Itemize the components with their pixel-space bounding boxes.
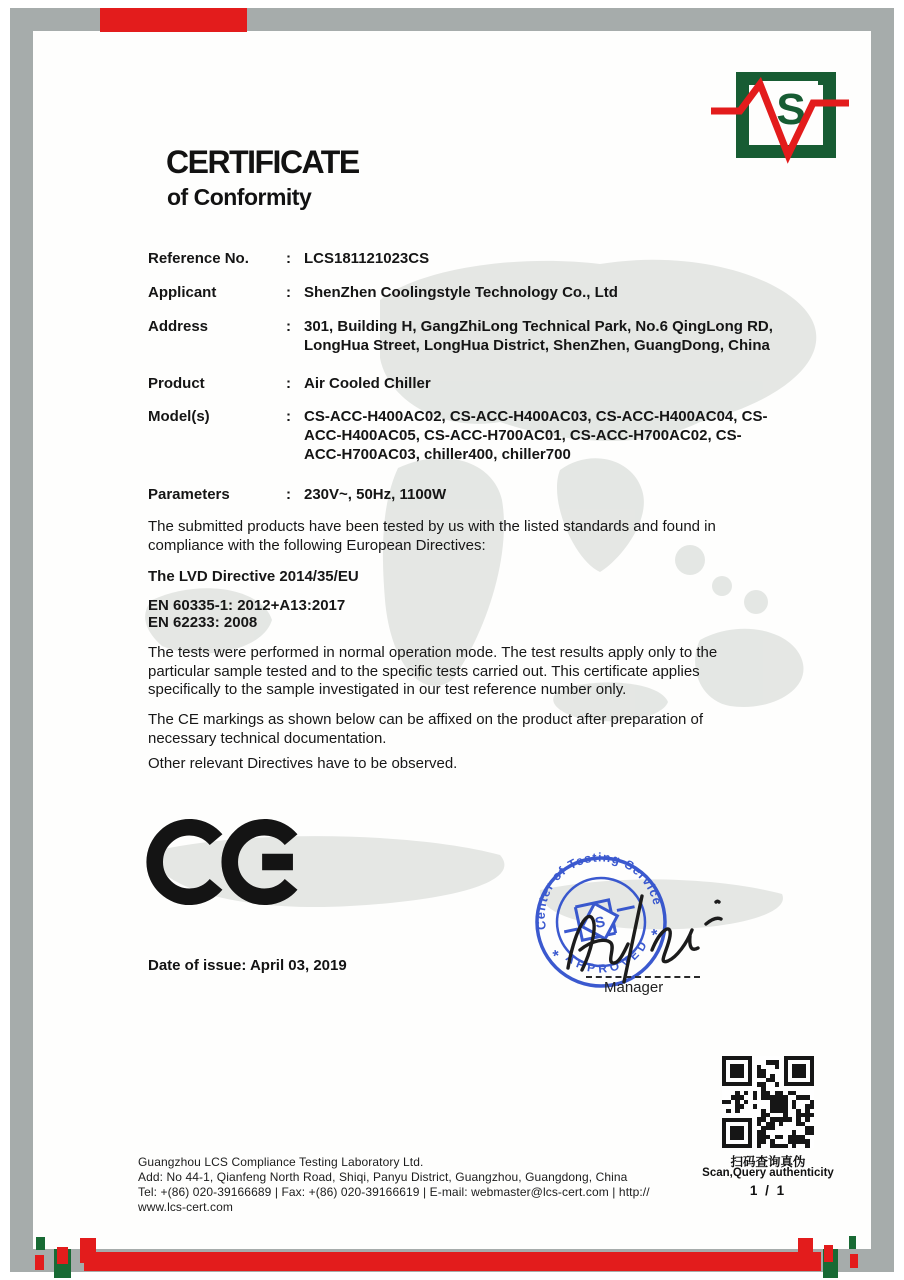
field-value: 301, Building H, GangZhiLong Technical Park, No.6 QingLong RD, LongHua Street, LongHua District, ShenZhen, GuangDong, China <box>304 318 773 354</box>
field-colon: : <box>286 408 291 425</box>
ce-markings-paragraph: The CE markings as shown below can be affixed on the product after preparation of necessary technical documentation. <box>148 711 704 747</box>
qr-caption-english: Scan,Query authenticity <box>702 1167 834 1179</box>
qr-code <box>722 1056 814 1148</box>
lcs-logo <box>708 60 853 165</box>
field-value: 230V~, 50Hz, 1100W <box>304 486 447 503</box>
field-colon: : <box>286 284 291 301</box>
field-label: Address <box>148 318 209 335</box>
stamp-star-left: * <box>551 947 562 966</box>
standard-line-2: EN 62233: 2008 <box>148 614 258 631</box>
tests-paragraph: The tests were performed in normal operation mode. The test results apply only to the particular sample tested and to the specific tests carried out. This certificate applies specifically to the sample investigated in our test reference number only. <box>148 644 718 699</box>
signer-title: Manager <box>604 979 664 996</box>
footer-contacts: Tel: +(86) 020-39166689 | Fax: +(86) 020-39166619 | E-mail: webmaster@lcs-cert.com | http:// www.lcs-cert.com <box>138 1185 650 1214</box>
certificate-subtitle: of Conformity <box>167 184 312 210</box>
directive-line: The LVD Directive 2014/35/EU <box>148 568 359 585</box>
qr-finder-bl <box>722 1118 752 1148</box>
field-label: Parameters <box>148 486 230 503</box>
footer-company: Guangzhou LCS Compliance Testing Laboratory Ltd. <box>138 1155 424 1169</box>
stamp-star-right: * <box>650 926 660 945</box>
field-product <box>148 374 778 393</box>
date-of-issue: Date of issue: April 03, 2019 <box>148 957 347 974</box>
field-value: LCS181121023CS <box>304 250 430 267</box>
field-label: Reference No. <box>148 250 249 267</box>
signature-line <box>586 976 700 978</box>
footer-lab-info <box>138 1155 698 1215</box>
field-address <box>148 317 778 355</box>
other-directives-line: Other relevant Directives have to be observed. <box>148 755 458 772</box>
field-applicant <box>148 283 778 302</box>
qr-finder-tl <box>722 1056 752 1086</box>
field-models <box>148 407 778 464</box>
certificate-title: CERTIFICATE <box>166 144 359 180</box>
stamp-arc-top-text: Center of Testing Service <box>533 850 665 931</box>
field-label: Product <box>148 375 205 392</box>
qr-finder-tr <box>784 1056 814 1086</box>
field-value: ShenZhen Coolingstyle Technology Co., Ltd <box>304 284 618 301</box>
manager-signature <box>556 888 731 988</box>
ce-mark-icon <box>146 806 304 918</box>
field-label: Applicant <box>148 284 217 301</box>
page-number: 1 / 1 <box>749 1183 787 1198</box>
field-colon: : <box>286 375 291 392</box>
standard-line-1: EN 60335-1: 2012+A13:2017 <box>148 597 346 614</box>
field-label: Model(s) <box>148 408 210 425</box>
field-reference-no <box>148 249 778 268</box>
field-colon: : <box>286 486 291 503</box>
footer-address: Add: No 44-1, Qianfeng North Road, Shiqi, Panyu District, Guangzhou, Guangdong, China <box>138 1170 628 1184</box>
field-parameters <box>148 485 778 504</box>
stamp-arc-bottom-text: APPROVED <box>563 935 652 976</box>
qr-caption-chinese: 扫码查询真伪 <box>730 1155 806 1169</box>
field-colon: : <box>286 250 291 267</box>
field-colon: : <box>286 318 291 335</box>
stamp-center-letter: S <box>593 913 607 933</box>
field-value: CS-ACC-H400AC02, CS-ACC-H400AC03, CS-ACC-H400AC04, CS-ACC-H400AC05, CS-ACC-H700AC01, CS-ACC-H700AC02, CS-ACC-H700AC03, chiller400, chiller700 <box>304 408 768 463</box>
field-value: Air Cooled Chiller <box>304 375 431 392</box>
lcs-logo-letter: S <box>776 85 806 134</box>
intro-paragraph: The submitted products have been tested by us with the listed standards and found in compliance with the following European Directives: <box>148 518 716 554</box>
